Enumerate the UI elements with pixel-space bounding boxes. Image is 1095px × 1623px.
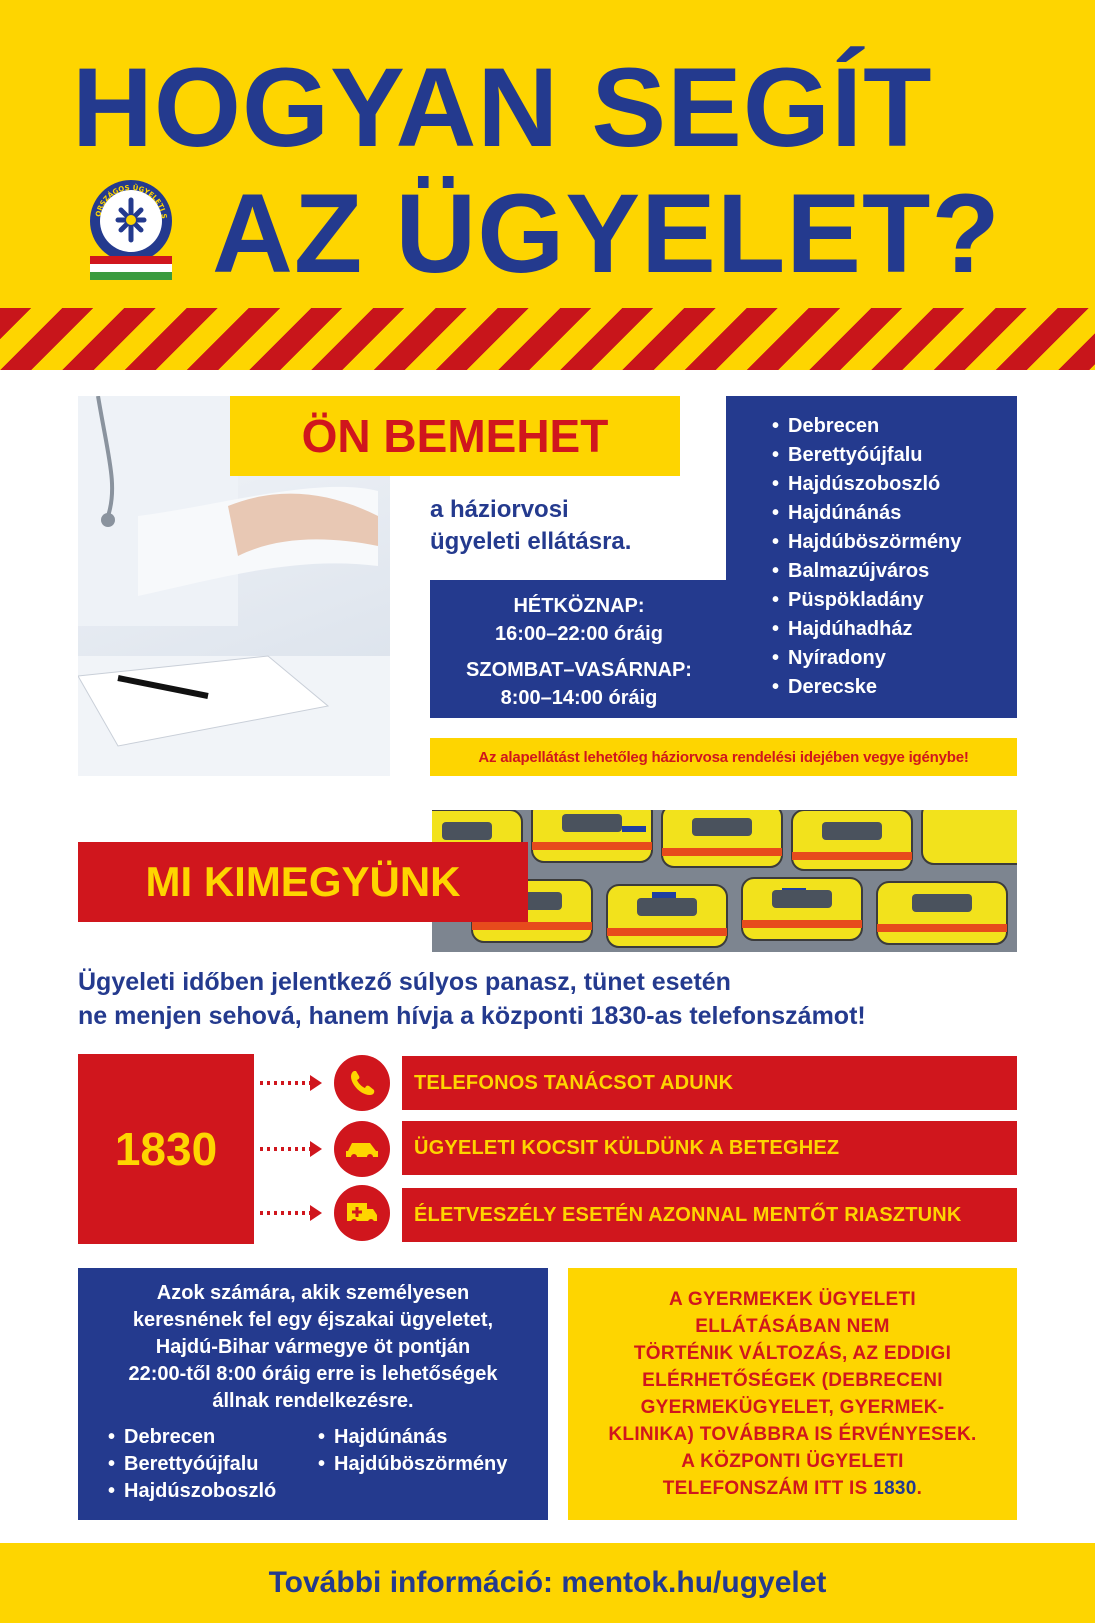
- ambulance-icon: [334, 1185, 390, 1241]
- title-line-2: AZ ÜGYELET?: [212, 171, 1001, 296]
- footer-text: További információ: mentok.hu/ugyelet: [268, 1566, 827, 1599]
- list-item: • Nyíradony: [772, 644, 1017, 673]
- call-intro: [78, 965, 1038, 1033]
- visit-subtitle: [430, 494, 710, 558]
- call-intro-line2: ne menjen sehová, hanem hívja a központi 1830-as telefonszámot!: [78, 1002, 866, 1030]
- kids-text-line: ELLÁTÁSÁBAN NEM: [695, 1316, 890, 1337]
- visit-subtitle-line2: ügyeleti ellátásra.: [430, 528, 632, 555]
- title-line-1: HOGYAN SEGÍT: [72, 45, 933, 170]
- kids-text-line: A GYERMEKEK ÜGYELETI: [668, 1289, 917, 1310]
- call-heading: MI KIMEGYÜNK: [78, 842, 528, 922]
- night-text-line: 22:00-től 8:00 óráig erre is lehetőségek: [128, 1363, 498, 1385]
- list-item: • Debrecen: [108, 1424, 276, 1451]
- dotted-arrow-icon: [258, 1203, 324, 1223]
- night-text-line: Azok számára, akik személyesen: [156, 1282, 470, 1304]
- svg-text:ORSZÁGOS ÜGYELETI SZOLGÁLAT: ORSZÁGOS ÜGYELETI S: [94, 183, 168, 220]
- kids-text-last-line: [568, 1475, 1017, 1502]
- car-icon: [334, 1121, 390, 1177]
- list-item: • Hajdúnánás: [318, 1424, 507, 1451]
- weekend-label: SZOMBAT–VASÁRNAP:: [466, 659, 692, 681]
- list-item: • Balmazújváros: [772, 557, 1017, 586]
- service-bar-phone-advice: TELEFONOS TANÁCSOT ADUNK: [402, 1056, 1017, 1110]
- list-item: • Hajdúböszörmény: [318, 1451, 507, 1478]
- call-intro-line1: Ügyeleti időben jelentkező súlyos panasz, tünet esetén: [78, 968, 731, 996]
- list-item: • Berettyóújfalu: [108, 1451, 276, 1478]
- list-item: • Hajdúszoboszló: [108, 1478, 276, 1505]
- list-item: • Debrecen: [772, 412, 1017, 441]
- kids-phone-number: 1830: [873, 1478, 917, 1499]
- visit-subtitle-line1: a háziorvosi: [430, 496, 569, 523]
- phone-icon: [334, 1055, 390, 1111]
- phone-number-box: 1830: [78, 1054, 254, 1244]
- service-bar-car-dispatch: ÜGYELETI KOCSIT KÜLDÜNK A BETEGHEZ: [402, 1121, 1017, 1175]
- dotted-arrow-icon: [258, 1139, 324, 1159]
- list-item: • Hajdúszoboszló: [772, 470, 1017, 499]
- hazard-stripes: [0, 308, 1095, 370]
- night-towns-col1: [108, 1424, 276, 1505]
- list-item: • Hajdúhadház: [772, 615, 1017, 644]
- list-item: • Derecske: [772, 673, 1017, 702]
- footer-info: [0, 1543, 1095, 1623]
- list-item: • Püspökladány: [772, 586, 1017, 615]
- list-item: • Hajdúböszörmény: [772, 528, 1017, 557]
- kids-text-line: A KÖZPONTI ÜGYELETI: [681, 1451, 904, 1472]
- list-item: • Hajdúnánás: [772, 499, 1017, 528]
- primary-care-note: Az alapellátást lehetőleg háziorvosa rendelési idejében vegye igénybe!: [430, 738, 1017, 776]
- logo-seal-icon: [88, 178, 174, 286]
- night-duty-box: [78, 1268, 548, 1520]
- service-logo: [88, 178, 174, 286]
- kids-phone-suffix: .: [916, 1478, 923, 1499]
- service-bar-ambulance-alert: ÉLETVESZÉLY ESETÉN AZONNAL MENTŐT RIASZTUNK: [402, 1188, 1017, 1242]
- weekday-label: HÉTKÖZNAP:: [513, 595, 645, 617]
- kids-text-line: TÖRTÉNIK VÁLTOZÁS, AZ EDDIGI: [633, 1343, 952, 1364]
- opening-hours: [430, 580, 728, 718]
- kids-text-line: KLINIKA) TOVÁBBRA IS ÉRVÉNYESEK.: [608, 1424, 977, 1445]
- night-towns-col2: [318, 1424, 507, 1478]
- kids-text-line: ELÉRHETŐSÉGEK (DEBRECENI: [642, 1370, 943, 1391]
- weekend-time: 8:00–14:00 óráig: [500, 687, 658, 709]
- kids-text-line: GYERMEKÜGYELET, GYERMEK-: [640, 1397, 945, 1418]
- dotted-arrow-icon: [258, 1073, 324, 1093]
- night-text-line: állnak rendelkezésre.: [212, 1390, 414, 1412]
- weekday-time: 16:00–22:00 óráig: [495, 623, 663, 645]
- night-text-line: Hajdú-Bihar vármegye öt pontján: [155, 1336, 471, 1358]
- visit-towns-list: [726, 396, 1017, 718]
- kids-phone-prefix: TELEFONSZÁM ITT IS: [662, 1478, 874, 1499]
- children-duty-box: [568, 1268, 1017, 1520]
- list-item: • Berettyóújfalu: [772, 441, 1017, 470]
- visit-heading: ÖN BEMEHET: [230, 396, 680, 476]
- night-text-line: keresnének fel egy éjszakai ügyeletet,: [132, 1309, 494, 1331]
